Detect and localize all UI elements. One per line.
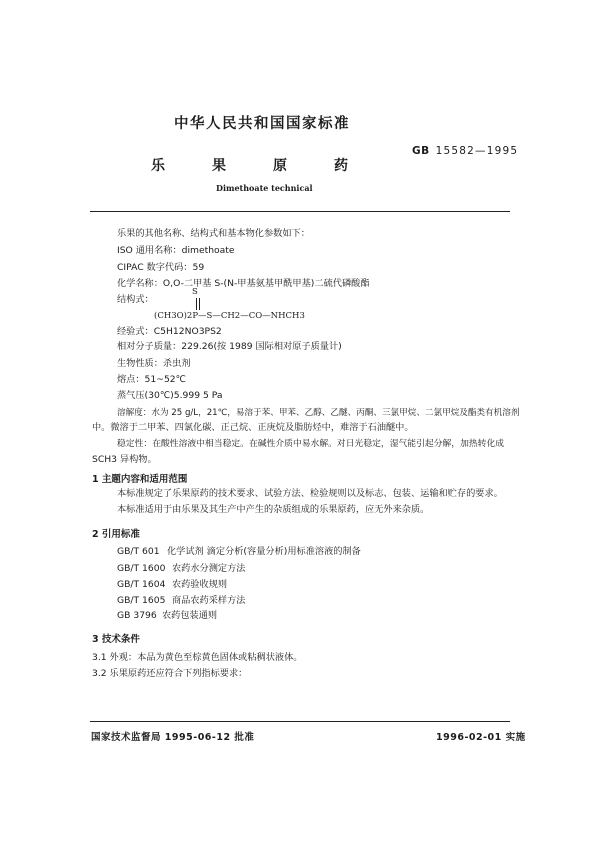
molecular-mass: 相对分子质量：229.26(按 1989 国际相对原子质量计)	[117, 341, 342, 352]
reference-title: 化学试剂 滴定分析(容量分析)用标准溶液的制备	[167, 546, 361, 557]
clause-3-1: 3.1 外观：本品为黄色至棕黄色固体或粘稠状液体。	[92, 652, 303, 663]
doc-title-char: 原	[273, 158, 287, 174]
standard-number-value: 15582—1995	[435, 145, 519, 157]
solubility-line-2: 中。微溶于二甲苯、四氯化碳、正己烷、正庚烷及脂肪烃中，难溶于石油醚中。	[92, 422, 414, 433]
reference-item	[117, 595, 246, 607]
melting-point: 熔点：51~52℃	[117, 374, 186, 385]
footer-divider	[90, 721, 510, 722]
reference-code: GB/T 601	[117, 546, 160, 557]
structure-formula: (CH3O)2P—S—CH2—CO—NHCH3	[154, 311, 305, 321]
solubility-line-1: 溶解度：水为 25 g/L，21℃，易溶于苯、甲苯、乙醇、乙醚、丙酮、三氯甲烷、二氯甲烷及酯类有机溶剂	[117, 408, 520, 418]
biological-activity: 生物性质：杀虫剂	[117, 358, 191, 369]
org-title: 中华人民共和国国家标准	[174, 116, 350, 132]
doc-title-char: 药	[334, 158, 348, 174]
empirical-formula: 经验式：C5H12NO3PS2	[117, 326, 222, 337]
issued-by: 国家技术监督局 1995-06-12 批准	[91, 732, 255, 743]
section-2-title: 2 引用标准	[92, 529, 140, 540]
effective-date: 1996-02-01 实施	[436, 732, 526, 743]
stability-line-2: SCH3 异构物。	[92, 454, 157, 465]
reference-code: GB 3796	[117, 610, 157, 621]
cipac-code: CIPAC 数字代码：59	[117, 262, 205, 273]
section-1-title: 1 主题内容和适用范围	[92, 474, 188, 485]
reference-item	[117, 610, 217, 622]
header-divider	[90, 211, 510, 212]
doc-title	[151, 155, 348, 175]
reference-code: GB/T 1605	[117, 595, 166, 606]
reference-title: 农药包装通则	[162, 610, 218, 621]
structure-sulfur: S	[192, 287, 198, 297]
structure-label: 结构式：	[117, 294, 154, 305]
stability-line-1: 稳定性：在酸性溶液中相当稳定。在碱性介质中易水解。对日光稳定，湿气能引起分解，加热转化成	[117, 439, 505, 449]
standard-number	[412, 145, 518, 157]
reference-item	[117, 546, 361, 558]
props-intro: 乐果的其他名称、结构式和基本物化参数如下：	[117, 228, 310, 239]
chemical-name: 化学名称：O,O-二甲基 S-(N-甲基氨基甲酰甲基)二硫代磷酸酯	[117, 278, 370, 289]
reference-code: GB/T 1600	[117, 563, 166, 574]
section-1-paragraph-2: 本标准适用于由乐果及其生产中产生的杂质组成的乐果原药，应无外来杂质。	[117, 504, 430, 515]
reference-title: 农药验收规则	[172, 579, 228, 590]
reference-title: 农药水分测定方法	[172, 563, 246, 574]
reference-item	[117, 563, 246, 575]
reference-item	[117, 579, 227, 591]
section-3-title: 3 技术条件	[92, 634, 140, 645]
standard-prefix: GB	[412, 145, 430, 157]
clause-3-2: 3.2 乐果原药还应符合下列指标要求：	[92, 668, 248, 679]
iso-name: ISO 通用名称：dimethoate	[117, 245, 235, 256]
doc-title-english: Dimethoate technical	[216, 183, 313, 193]
doc-title-char: 果	[212, 158, 226, 174]
structure-double-bond	[196, 298, 197, 310]
doc-title-char: 乐	[151, 158, 165, 174]
structure-double-bond	[199, 298, 200, 310]
section-1-paragraph-1: 本标准规定了乐果原药的技术要求、试验方法、检验规则以及标志、包装、运输和贮存的要求。	[117, 488, 503, 499]
reference-title: 商品农药采样方法	[172, 595, 246, 606]
vapor-pressure: 蒸气压(30℃)5.999 5 Pa	[117, 390, 223, 401]
reference-code: GB/T 1604	[117, 579, 166, 590]
